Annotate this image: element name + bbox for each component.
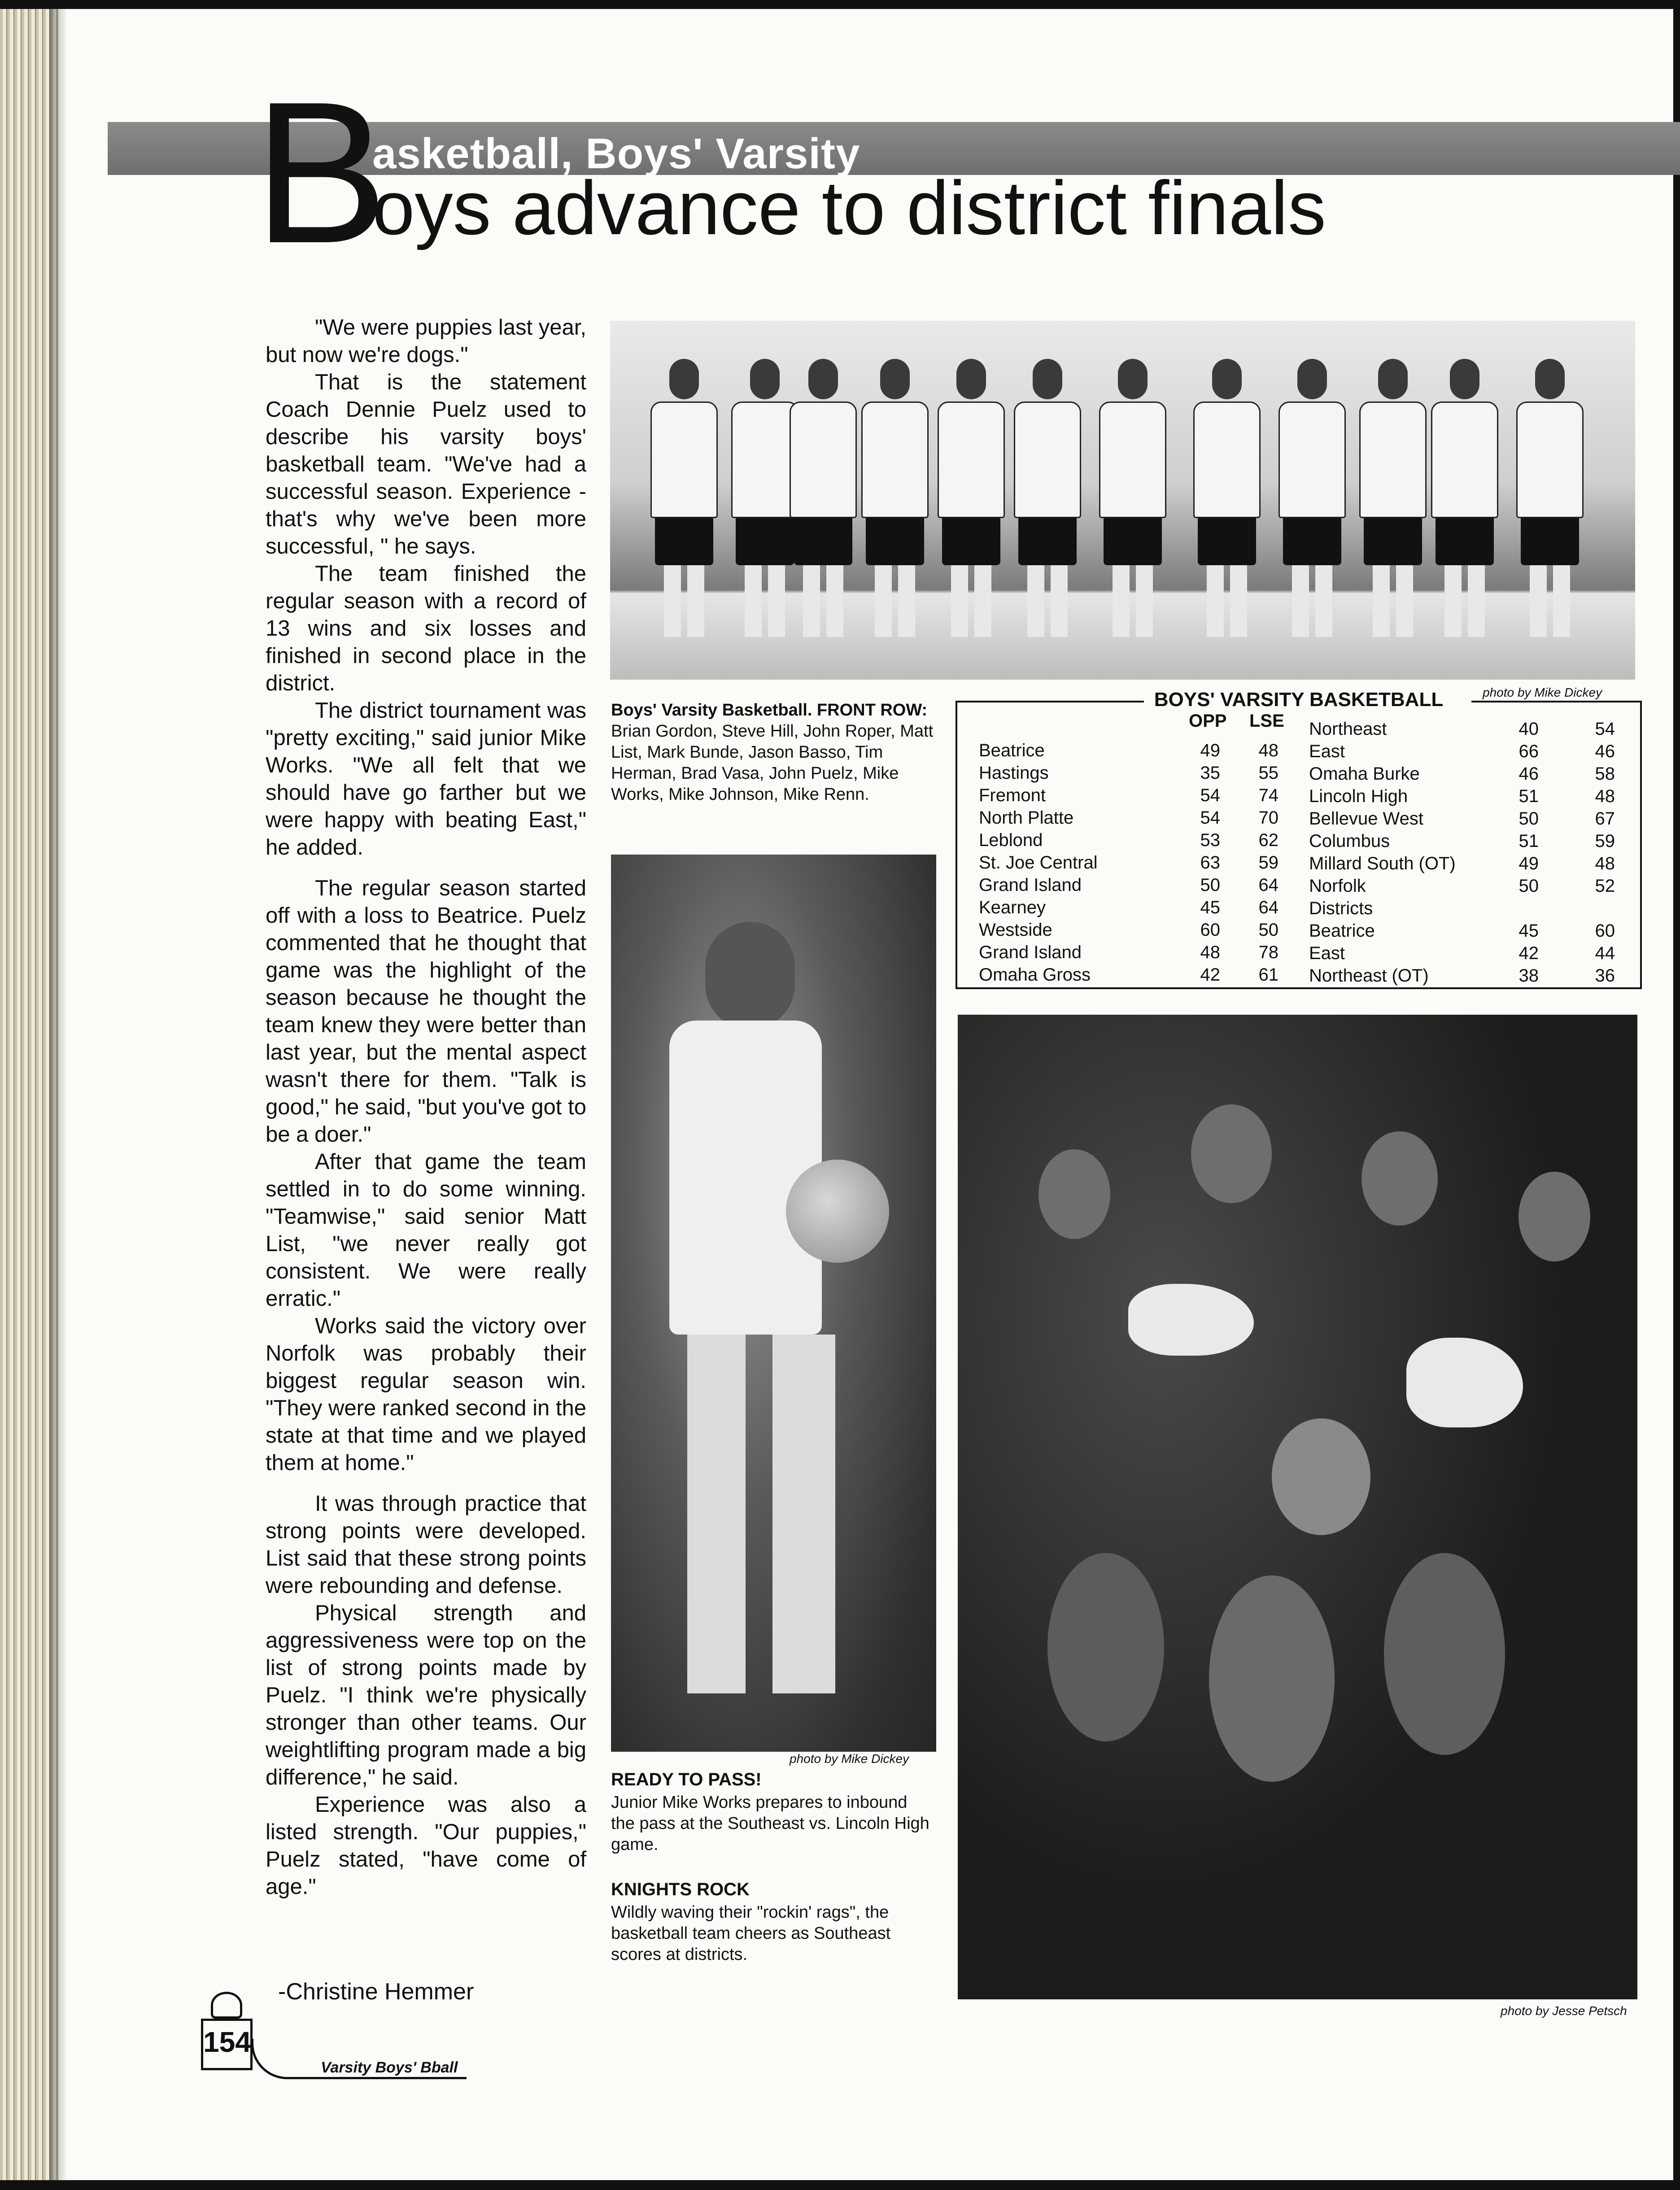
schedule-team: Districts bbox=[1309, 899, 1373, 918]
schedule-opp-score: 49 bbox=[1200, 741, 1220, 760]
schedule-team: Omaha Burke bbox=[1309, 764, 1420, 784]
player-figure bbox=[861, 359, 929, 637]
headline-dropcap: B bbox=[253, 60, 388, 285]
schedule-team: Grand Island bbox=[979, 942, 1082, 962]
player-figure bbox=[938, 359, 1005, 637]
gift-bow-icon bbox=[211, 1992, 242, 2019]
schedule-lse-score: 60 bbox=[1595, 921, 1615, 941]
schedule-lse-score: 64 bbox=[1258, 875, 1279, 895]
schedule-opp-score: 42 bbox=[1200, 965, 1220, 985]
headline: oys advance to district finals bbox=[372, 166, 1326, 251]
schedule-opp-score: 53 bbox=[1200, 830, 1220, 850]
basketball-icon bbox=[786, 1160, 889, 1263]
caption-heading: READY TO PASS! bbox=[611, 1770, 762, 1789]
schedule-team: Millard South (OT) bbox=[1309, 854, 1456, 873]
schedule-opp-score: 38 bbox=[1519, 966, 1539, 986]
schedule-lse-score: 78 bbox=[1258, 942, 1279, 962]
schedule-lse-score: 64 bbox=[1258, 898, 1279, 917]
schedule-opp-score: 48 bbox=[1200, 942, 1220, 962]
schedule-team: Beatrice bbox=[979, 741, 1045, 760]
article-paragraph: The regular season started off with a loss to Beatrice. Puelz commented that he thought that game was the highlight of the season because he thought the team knew they were better than last year, but the mental aspect wasn't there for them. "Talk is good," he said, "but you've got to be a doer." bbox=[266, 876, 586, 1147]
schedule-lse-score: 55 bbox=[1258, 763, 1279, 783]
schedule-opp-score: 40 bbox=[1519, 719, 1539, 739]
schedule-opp-score: 45 bbox=[1519, 921, 1539, 941]
article-paragraph: The team finished the regular season with a record of 13 wins and six losses and finished in second place in the district. bbox=[266, 562, 586, 695]
player-figure bbox=[1279, 359, 1346, 637]
footer-label: Varsity Boys' Bball bbox=[321, 2059, 458, 2076]
schedule-team: Hastings bbox=[979, 763, 1049, 783]
article-paragraph: It was through practice that strong points were developed. List said that these strong points were rebounding and defense. bbox=[266, 1492, 586, 1598]
caption-text: Junior Mike Works prepares to inbound the pass at the Southeast vs. Lincoln High game. bbox=[611, 1793, 929, 1854]
caption-text: Wildly waving their "rockin' rags", the basketball team cheers as Southeast scores at districts. bbox=[611, 1903, 891, 1964]
schedule-opp-score: 42 bbox=[1519, 943, 1539, 963]
schedule-lse-score: 67 bbox=[1595, 809, 1615, 829]
schedule-team: Westside bbox=[979, 920, 1052, 940]
schedule-table-title: BOYS' VARSITY BASKETBALL bbox=[1154, 689, 1444, 711]
schedule-lse-score: 70 bbox=[1258, 808, 1279, 828]
schedule-team: Fremont bbox=[979, 785, 1046, 805]
schedule-lse-score: 62 bbox=[1258, 830, 1279, 850]
schedule-opp-score: 54 bbox=[1200, 808, 1220, 828]
article-paragraph: After that game the team settled in to do some winning. "Teamwise," said senior Matt List, "we never really got consistent. We were really erratic." bbox=[266, 1150, 586, 1311]
player-figure bbox=[1014, 359, 1081, 637]
schedule-lse-score: 44 bbox=[1595, 943, 1615, 963]
schedule-opp-score: 60 bbox=[1200, 920, 1220, 940]
player-figure bbox=[1193, 359, 1261, 637]
schedule-team: Columbus bbox=[1309, 831, 1390, 851]
schedule-opp-score: 54 bbox=[1200, 785, 1220, 805]
player-figure bbox=[1516, 359, 1584, 637]
article-paragraph: Physical strength and aggressiveness were top on the list of strong points made by Puelz. "I think we're physically stronger than other teams. Our weightlifting program made a big difference," he said. bbox=[266, 1601, 586, 1789]
byline: -Christine Hemmer bbox=[278, 1979, 474, 2005]
player-figure bbox=[731, 359, 799, 637]
page-gutter-shadow bbox=[49, 9, 67, 2180]
schedule-team: Lincoln High bbox=[1309, 786, 1408, 806]
photo-credit-action: photo by Mike Dickey bbox=[790, 1752, 909, 1766]
schedule-lse-score: 46 bbox=[1595, 742, 1615, 761]
column-header-opp: OPP bbox=[1189, 711, 1227, 731]
page-number: 154 bbox=[203, 2026, 251, 2058]
schedule-lse-score: 52 bbox=[1595, 876, 1615, 896]
player-figure bbox=[1099, 359, 1166, 637]
waving-rag bbox=[1406, 1338, 1523, 1427]
schedule-opp-score: 51 bbox=[1519, 831, 1539, 851]
article-paragraph: Experience was also a listed strength. "Our puppies," Puelz stated, "have come of age." bbox=[266, 1793, 586, 1899]
player-figure bbox=[1431, 359, 1498, 637]
schedule-lse-score: 54 bbox=[1595, 719, 1615, 739]
schedule-team: St. Joe Central bbox=[979, 853, 1098, 873]
action-photo bbox=[611, 855, 936, 1752]
player-head bbox=[705, 922, 795, 1030]
schedule-opp-score: 35 bbox=[1200, 763, 1220, 783]
schedule-team: Grand Island bbox=[979, 875, 1082, 895]
schedule-lse-score: 50 bbox=[1258, 920, 1279, 940]
schedule-team: Kearney bbox=[979, 898, 1046, 917]
schedule-lse-score: 58 bbox=[1595, 764, 1615, 784]
player-figure bbox=[790, 359, 857, 637]
schedule-team: Omaha Gross bbox=[979, 965, 1091, 985]
schedule-opp-score: 50 bbox=[1519, 876, 1539, 896]
schedule-opp-score: 49 bbox=[1519, 854, 1539, 873]
team-caption-names: Brian Gordon, Steve Hill, John Roper, Matt List, Mark Bunde, Jason Basso, Tim Herman, Brad Vasa, John Puelz, Mike Works, Mike Johnson, Mike Renn. bbox=[611, 722, 934, 804]
schedule-lse-score: 36 bbox=[1595, 966, 1615, 986]
team-photo bbox=[610, 321, 1635, 680]
schedule-lse-score: 61 bbox=[1258, 965, 1279, 985]
article-paragraph: Works said the victory over Norfolk was probably their biggest regular season win. "They were ranked second in the state at that time and we played them at home." bbox=[266, 1314, 586, 1475]
schedule-team: Beatrice bbox=[1309, 921, 1375, 941]
schedule-opp-score: 63 bbox=[1200, 853, 1220, 873]
schedule-lse-score: 59 bbox=[1595, 831, 1615, 851]
schedule-lse-score: 74 bbox=[1258, 785, 1279, 805]
caption-heading: KNIGHTS ROCK bbox=[611, 1880, 750, 1899]
player-figure bbox=[1359, 359, 1427, 637]
schedule-lse-score: 48 bbox=[1595, 786, 1615, 806]
schedule-opp-score: 50 bbox=[1200, 875, 1220, 895]
photo-credit-crowd: photo by Jesse Petsch bbox=[1501, 2004, 1627, 2018]
team-caption-lead: Boys' Varsity Basketball. FRONT ROW: bbox=[611, 701, 928, 720]
photo-credit-team: photo by Mike Dickey bbox=[1483, 685, 1602, 699]
waving-rag bbox=[1128, 1284, 1254, 1356]
schedule-opp-score: 46 bbox=[1519, 764, 1539, 784]
schedule-opp-score: 50 bbox=[1519, 809, 1539, 829]
schedule-team: North Platte bbox=[979, 808, 1074, 828]
crowd-photo bbox=[958, 1015, 1637, 1999]
team-photo-caption bbox=[611, 700, 934, 805]
schedule-opp-score: 66 bbox=[1519, 742, 1539, 761]
schedule-opp-score: 51 bbox=[1519, 786, 1539, 806]
column-header-lse: LSE bbox=[1249, 711, 1284, 731]
schedule-lse-score: 48 bbox=[1258, 741, 1279, 760]
article-paragraph: "We were puppies last year, but now we're dogs." bbox=[266, 315, 586, 367]
player-legs bbox=[687, 1335, 835, 1693]
schedule-team: Northeast bbox=[1309, 719, 1387, 739]
schedule-team: Norfolk bbox=[1309, 876, 1366, 896]
article-body bbox=[266, 314, 586, 1901]
player-figure bbox=[650, 359, 718, 637]
article-paragraph: That is the statement Coach Dennie Puelz used to describe his varsity boys' basketball team. "We've had a successful season. Experience - that's why we've been more successful, " he says. bbox=[266, 370, 586, 558]
section-title: asketball, Boys' Varsity bbox=[372, 130, 860, 178]
schedule-team: Leblond bbox=[979, 830, 1043, 850]
schedule-team: Northeast (OT) bbox=[1309, 966, 1429, 986]
schedule-team: Bellevue West bbox=[1309, 809, 1423, 829]
schedule-team: East bbox=[1309, 943, 1345, 963]
schedule-lse-score: 48 bbox=[1595, 854, 1615, 873]
article-paragraph: The district tournament was "pretty exciting," said junior Mike Works. "We all felt that we should have go farther but we were happy with beating East," he added. bbox=[266, 698, 586, 859]
schedule-opp-score: 45 bbox=[1200, 898, 1220, 917]
schedule-lse-score: 59 bbox=[1258, 853, 1279, 873]
schedule-team: East bbox=[1309, 742, 1345, 761]
